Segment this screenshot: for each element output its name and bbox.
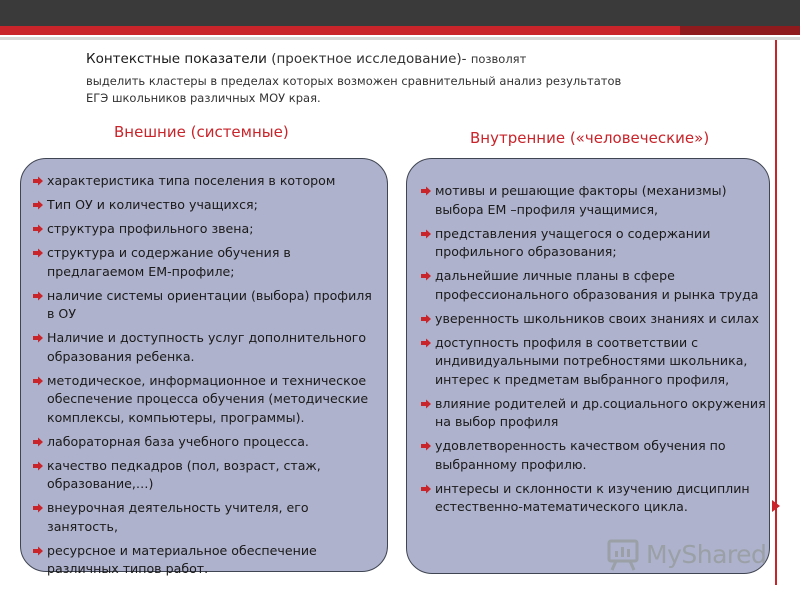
list-item-text: лабораторная база учебного процесса. xyxy=(47,433,309,449)
slide-subtitle xyxy=(86,73,686,107)
list-item xyxy=(421,310,767,329)
internal-factors-list xyxy=(421,182,767,522)
title-small: позволят xyxy=(470,52,527,66)
arrow-bullet-icon xyxy=(33,248,43,258)
slide-title xyxy=(86,50,706,68)
list-item-text: структура профильного звена; xyxy=(47,221,254,236)
list-item xyxy=(421,395,767,432)
list-item-text: дальнейшие личные планы в сфере профессионального образования и рынка труда xyxy=(435,268,759,302)
list-item xyxy=(33,542,383,579)
list-item-text: методическое, информационное и техническое обеспечение процесса обучения (методические комплексы, компьютеры, программы). xyxy=(47,372,369,425)
list-item-text: влияние родителей и др.социального окружения на выбор профиля xyxy=(435,395,766,429)
list-item-text: интересы и склонности к изучению дисциплин естественно-математического цикла. xyxy=(435,480,750,514)
watermark-text: MyShared xyxy=(646,539,767,569)
arrow-bullet-icon xyxy=(421,441,431,451)
list-item xyxy=(421,437,767,474)
list-item xyxy=(421,225,767,262)
arrow-bullet-icon xyxy=(421,271,431,281)
top-bar xyxy=(0,0,800,26)
arrow-bullet-icon xyxy=(33,461,43,471)
arrow-bullet-icon xyxy=(33,333,43,343)
arrow-bullet-icon xyxy=(421,338,431,348)
list-item-text: Наличие и доступность услуг дополнительного образования ребенка. xyxy=(47,330,367,364)
arrow-bullet-icon xyxy=(33,291,43,301)
arrow-bullet-icon xyxy=(33,200,43,210)
internal-factors-box xyxy=(406,158,770,574)
list-item xyxy=(33,372,383,428)
divider-line xyxy=(0,37,800,40)
left-column-heading: Внешние (системные) xyxy=(114,123,289,141)
list-item xyxy=(421,182,767,219)
arrow-bullet-icon xyxy=(421,484,431,494)
list-item-text: представления учащегося о содержании профильного образования; xyxy=(435,225,711,259)
subtitle-line: ЕГЭ школьников различных МОУ края. xyxy=(86,91,321,105)
list-item xyxy=(33,433,383,452)
red-stripe-accent xyxy=(680,26,800,35)
list-item xyxy=(421,267,767,304)
arrow-bullet-icon xyxy=(33,224,43,234)
list-item xyxy=(33,457,383,494)
arrow-bullet-icon xyxy=(33,376,43,386)
list-item xyxy=(421,334,767,390)
arrow-bullet-icon xyxy=(421,229,431,239)
presentation-board-icon xyxy=(606,536,642,572)
list-item-text: внеурочная деятельность учителя, его занятость, xyxy=(47,500,309,534)
list-item xyxy=(33,244,383,281)
list-item-text: уверенность школьников своих знаниях и силах xyxy=(435,310,759,326)
list-item-text: Тип ОУ и количество учащихся; xyxy=(47,197,258,212)
list-item-text: наличие системы ориентации (выбора) профиля в ОУ xyxy=(47,287,372,321)
right-column-heading: Внутренние («человеческие») xyxy=(470,129,710,147)
title-main: Контекстные показатели xyxy=(86,51,267,67)
list-item xyxy=(33,329,383,366)
list-item xyxy=(33,196,383,215)
list-item xyxy=(33,172,383,191)
list-item-text: доступность профиля в соответствии с индивидуальными потребностями школьника, интерес к предметам выбранного профиля, xyxy=(435,334,748,387)
arrow-bullet-icon xyxy=(33,437,43,447)
list-item-text: характеристика типа поселения в котором xyxy=(47,173,336,188)
arrow-bullet-icon xyxy=(421,186,431,196)
title-paren: (проектное исследование)- xyxy=(266,51,471,67)
arrow-bullet-icon xyxy=(33,546,43,556)
list-item xyxy=(33,220,383,239)
arrow-bullet-icon xyxy=(421,314,431,324)
list-item xyxy=(33,287,383,324)
list-item-text: структура и содержание обучения в предлагаемом ЕМ-профиле; xyxy=(47,245,291,279)
right-arrow-icon xyxy=(772,500,780,512)
list-item xyxy=(33,499,383,536)
list-item xyxy=(421,480,767,517)
list-item-text: удовлетворенность качеством обучения по выбранному профилю. xyxy=(435,438,726,472)
subtitle-line: выделить кластеры в пределах которых возможен сравнительный анализ результатов xyxy=(86,74,622,88)
arrow-bullet-icon xyxy=(33,503,43,513)
list-item-text: качество педкадров (пол, возраст, стаж, образование,…) xyxy=(47,457,321,491)
list-item-text: ресурсное и материальное обеспечение различных типов работ. xyxy=(47,542,317,576)
external-factors-list xyxy=(33,172,383,584)
watermark-logo xyxy=(606,532,776,576)
external-factors-box xyxy=(20,158,388,576)
list-item-text: мотивы и решающие факторы (механизмы) выбора ЕМ –профиля учащимися, xyxy=(435,183,727,217)
arrow-bullet-icon xyxy=(421,399,431,409)
arrow-bullet-icon xyxy=(33,176,43,186)
